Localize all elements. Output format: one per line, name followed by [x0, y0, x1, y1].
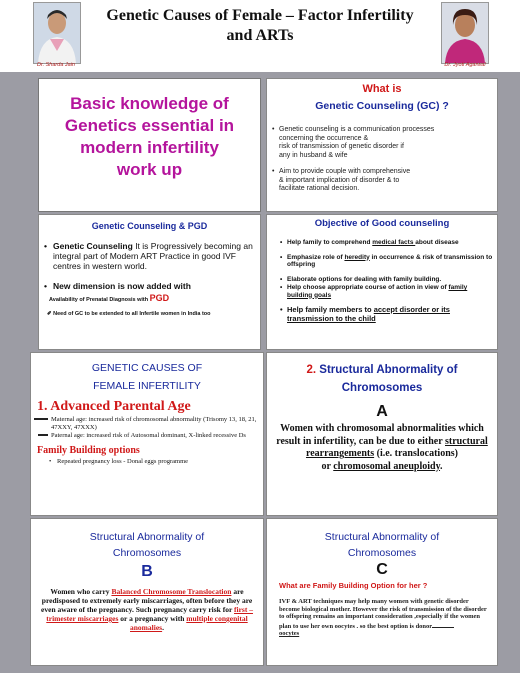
structural-b-heading — [31, 529, 263, 561]
panel-genetic-causes — [30, 352, 264, 516]
right-portrait-caption: Dr. Jyoti Agarwal — [444, 62, 486, 68]
gc-pgd-item-1-text: It is Progressively becoming an integral part of Modern ART Practice in good IVF centres in western world. — [53, 241, 253, 271]
structural-a-heading-1: Structural Abnormality of — [316, 364, 458, 376]
panel-gc-and-pgd — [38, 214, 261, 350]
sa-or: or — [321, 460, 334, 472]
left-portrait-caption: Dr. Sharda Jain — [36, 62, 75, 68]
letter-a: A — [376, 403, 388, 420]
structural-c-heading-2: Chromosomes — [347, 547, 417, 559]
letter-c: C — [376, 561, 388, 578]
objective-item-4 — [287, 284, 493, 299]
panel-what-is-gc — [266, 78, 498, 212]
sc-pre: IVF & ART techniques may help many women with genetic disorder become biological mother. However the risk of transmission of the disorder to offspring remains an important consideration ,especially if the women plan to use her own oocytes . so the best option is donor — [279, 598, 487, 630]
arrow-icon — [38, 434, 48, 436]
basic-knowledge-text — [49, 93, 250, 181]
sb-mid2: or a pregnancy with — [118, 614, 187, 623]
obj4-pre: Help choose appropriate course of action in view of — [287, 284, 449, 291]
gc-bullets — [267, 126, 497, 194]
bk-line-4: work up — [116, 160, 183, 179]
obj1-pre: Help family to comprehend — [287, 239, 373, 246]
family-building-question: What are Family Building Option for her ? — [279, 581, 428, 590]
sa-mid: (i.e. translocations) — [374, 448, 458, 459]
bk-line-2: Genetics essential in — [64, 116, 235, 135]
panel-structural-b — [30, 518, 264, 666]
maternal-age-text: Maternal age: increased risk of chromosomal abnormality (Trisomy 13, 18, 21, 47XXY, 47XXX) — [51, 416, 257, 431]
bk-line-3: modern infertility — [80, 138, 219, 157]
genetic-causes-heading — [31, 359, 263, 395]
objective-items — [267, 239, 497, 323]
structural-a-heading — [267, 361, 497, 397]
page-title — [85, 6, 435, 46]
section-number: 2. — [306, 364, 317, 376]
arrow-icon — [34, 418, 48, 420]
objective-item-3: • Elaborate options for dealing with family building. — [287, 276, 493, 284]
sb-balanced-translocation: Balanced Chromosome Translocation — [111, 587, 232, 596]
gc-bullet-2: • Aim to provide couple with comprehensive & important implication of disorder & to facilitate rational decision. — [279, 168, 493, 194]
panel-basic-knowledge — [38, 78, 261, 212]
blank-line — [432, 621, 454, 628]
obj2-post: in occurrence & risk of transmission to offspring — [287, 253, 493, 268]
sa-chromosomal-aneuploidy: chromosomal aneuploidy — [333, 460, 441, 472]
gc-heading: Genetic Counseling (GC) ? — [315, 100, 449, 112]
sb-pre: Women who carry — [50, 587, 112, 596]
letter-b: B — [141, 563, 153, 580]
panel-structural-c — [266, 518, 498, 666]
objective-item-1 — [287, 239, 493, 247]
title-line-2: and ARTs — [226, 27, 294, 44]
title-line-1: Genetic Causes of Female – Factor Infertility — [106, 7, 414, 24]
obj1-post: about disease — [415, 239, 459, 246]
gcf-heading-1: GENETIC CAUSES OF — [91, 362, 203, 374]
bk-line-1: Basic knowledge of — [70, 94, 229, 113]
obj2-underline: heredity — [344, 253, 370, 261]
paternal-age-text: Paternal age: increased risk of Autosomal dominant, X-linked recessive Ds — [51, 432, 246, 439]
structural-b-body — [39, 587, 255, 632]
family-building-item: • Repeated pregnancy loss - Donal eggs programme — [57, 458, 263, 465]
maternal-age-item — [51, 416, 263, 431]
sa-structural-rearrangements: structural rearrangements — [305, 435, 488, 459]
gcf-heading-2: FEMALE INFERTILITY — [93, 380, 201, 392]
panel-objective-counseling — [266, 214, 498, 350]
structural-c-heading — [267, 529, 497, 561]
structural-a-heading-2: Chromosomes — [341, 382, 423, 394]
portrait-dr-sharda-jain — [33, 2, 81, 64]
gc-pgd-item-1 — [53, 241, 254, 271]
objective-heading: Objective of Good counseling — [314, 218, 450, 229]
header — [0, 0, 520, 72]
sb-mid: are predisposed to extremely early miscarriages, often before they are even aware of the pregnancy. Such pregnancy carry risk for — [41, 587, 253, 614]
family-building-heading: Family Building options — [37, 444, 140, 456]
portrait-dr-jyoti-agarwal — [441, 2, 489, 64]
gc-pgd-heading: Genetic Counseling & PGD — [91, 221, 208, 231]
structural-a-body — [275, 423, 489, 473]
obj2-pre: Emphasize role of — [287, 253, 345, 261]
what-is-heading: What is — [362, 83, 402, 95]
gc-pgd-item-1-bold: Genetic Counseling — [53, 241, 133, 251]
obj5-underline: accept disorder or its transmission to the child — [287, 305, 450, 323]
obj5-pre: Help family members to — [287, 305, 374, 314]
obj1-underline: medical facts — [372, 239, 416, 246]
sc-oocytes: oocytes — [279, 630, 300, 637]
objective-item-5 — [287, 306, 493, 323]
sa-pre: Women with chromosomal abnormalities which result in infertility, can be due to either — [276, 423, 484, 447]
sb-end: . — [162, 623, 164, 632]
paternal-age-item — [51, 432, 263, 440]
structural-b-heading-1: Structural Abnormality of — [89, 531, 205, 543]
panel-structural-a — [266, 352, 498, 516]
gc-pgd-note: ✐ Need of GC to be extended to all Infertile women in India too — [47, 311, 211, 317]
pgd-sub-text: Availability of Prenatal Diagnosis with — [49, 297, 149, 303]
sb-multiple-anomalies: multiple congenital anomalies — [130, 614, 248, 632]
structural-b-heading-2: Chromosomes — [112, 547, 182, 559]
objective-item-2 — [287, 254, 493, 269]
gc-pgd-item-2-sub — [49, 293, 260, 303]
gc-bullet-1: • Genetic counseling is a communication processes concerning the occurrence & risk of transmission of genetic disorder if any in husband & wife — [279, 126, 493, 160]
gc-pgd-item-2 — [53, 281, 254, 291]
sb-first-trimester: first – trimester miscarriages — [46, 605, 253, 623]
structural-c-body — [279, 598, 489, 638]
advanced-parental-age-heading: 1. Advanced Parental Age — [37, 399, 191, 414]
pgd-label: PGD — [149, 293, 170, 303]
obj4-underline: family building goals — [287, 284, 468, 299]
gc-pgd-item-2-bold: New dimension is now added with — [53, 281, 191, 291]
structural-c-heading-1: Structural Abnormality of — [324, 531, 440, 543]
sa-end: . — [440, 460, 443, 472]
